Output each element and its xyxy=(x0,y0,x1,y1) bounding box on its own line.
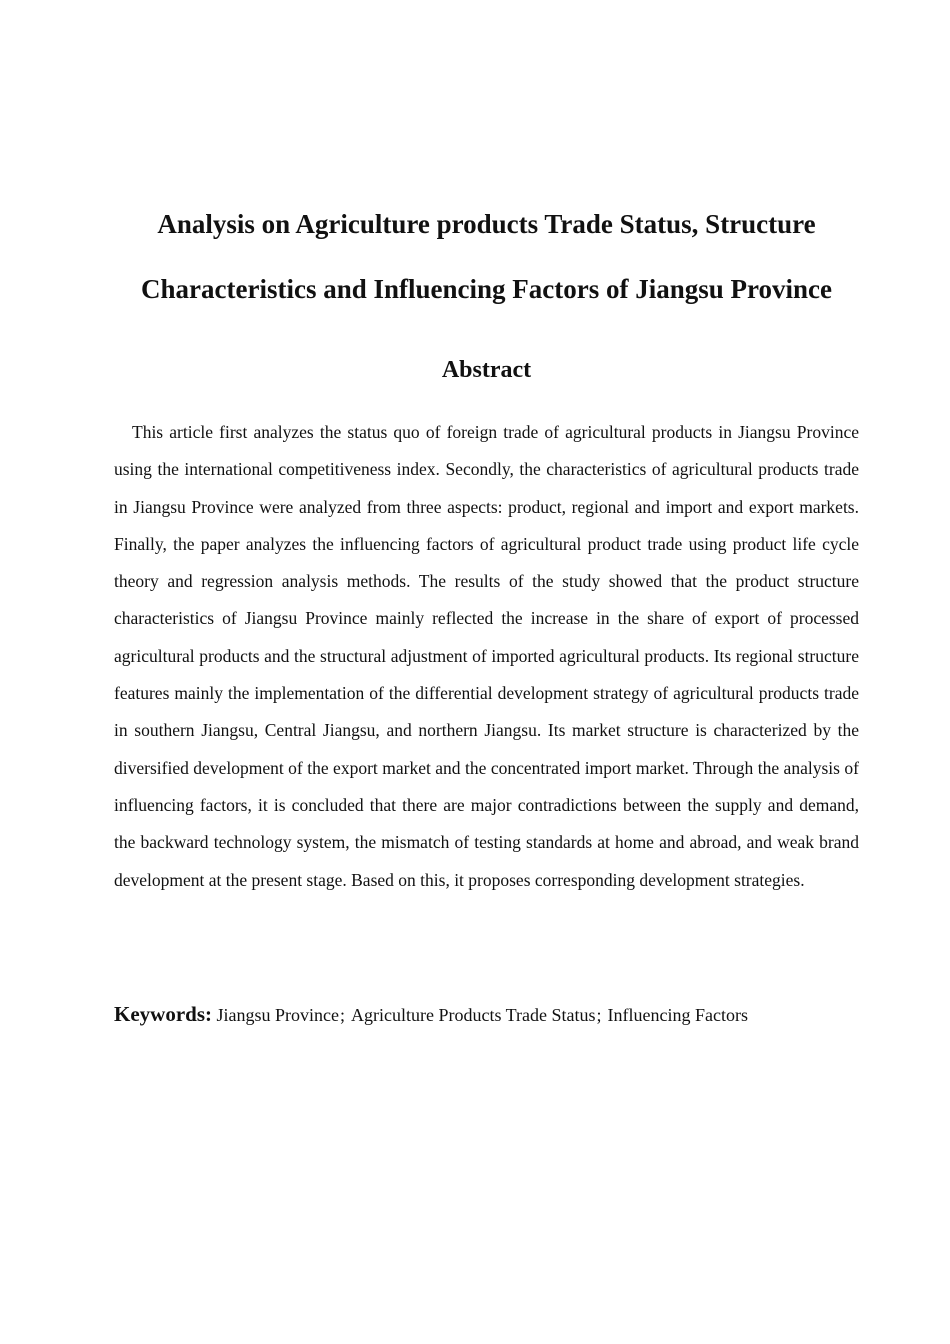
paper-title-line-1: Analysis on Agriculture products Trade Status, Structure xyxy=(157,209,816,239)
document-page xyxy=(114,0,859,1344)
abstract-heading: Abstract xyxy=(441,357,532,383)
paper-title xyxy=(104,192,869,322)
keyword-2: Agriculture Products Trade Status xyxy=(351,1005,596,1025)
keywords-label: Keywords: xyxy=(114,1002,212,1026)
keyword-3: Influencing Factors xyxy=(607,1005,748,1025)
keyword-separator: ; xyxy=(596,1005,602,1025)
keyword-1: Jiangsu Province xyxy=(216,1005,339,1025)
keyword-separator: ; xyxy=(339,1005,345,1025)
keywords-line xyxy=(114,996,859,1033)
paper-title-line-2: Characteristics and Influencing Factors of Jiangsu Province xyxy=(141,274,832,304)
abstract-body: This article first analyzes the status quo of foreign trade of agricultural products in Jiangsu Province using the international competitiveness index. Secondly, the characteristics of agricultural products trade in Jiangsu Province were analyzed from three aspects: product, regional and import and export markets. Finally, the paper analyzes the influencing factors of agricultural product trade using product life cycle theory and regression analysis methods. The results of the study showed that the product structure characteristics of Jiangsu Province mainly reflected the increase in the share of export of processed agricultural products and the structural adjustment of imported agricultural products. Its regional structure features mainly the implementation of the differential development strategy of agricultural products trade in southern Jiangsu, Central Jiangsu, and northern Jiangsu. Its market structure is characterized by the diversified development of the export market and the concentrated import market. Through the analysis of influencing factors, it is concluded that there are major contradictions between the supply and demand, the backward technology system, the mismatch of testing standards at home and abroad, and weak brand development at the present stage. Based on this, it proposes corresponding development strategies. xyxy=(114,422,859,890)
